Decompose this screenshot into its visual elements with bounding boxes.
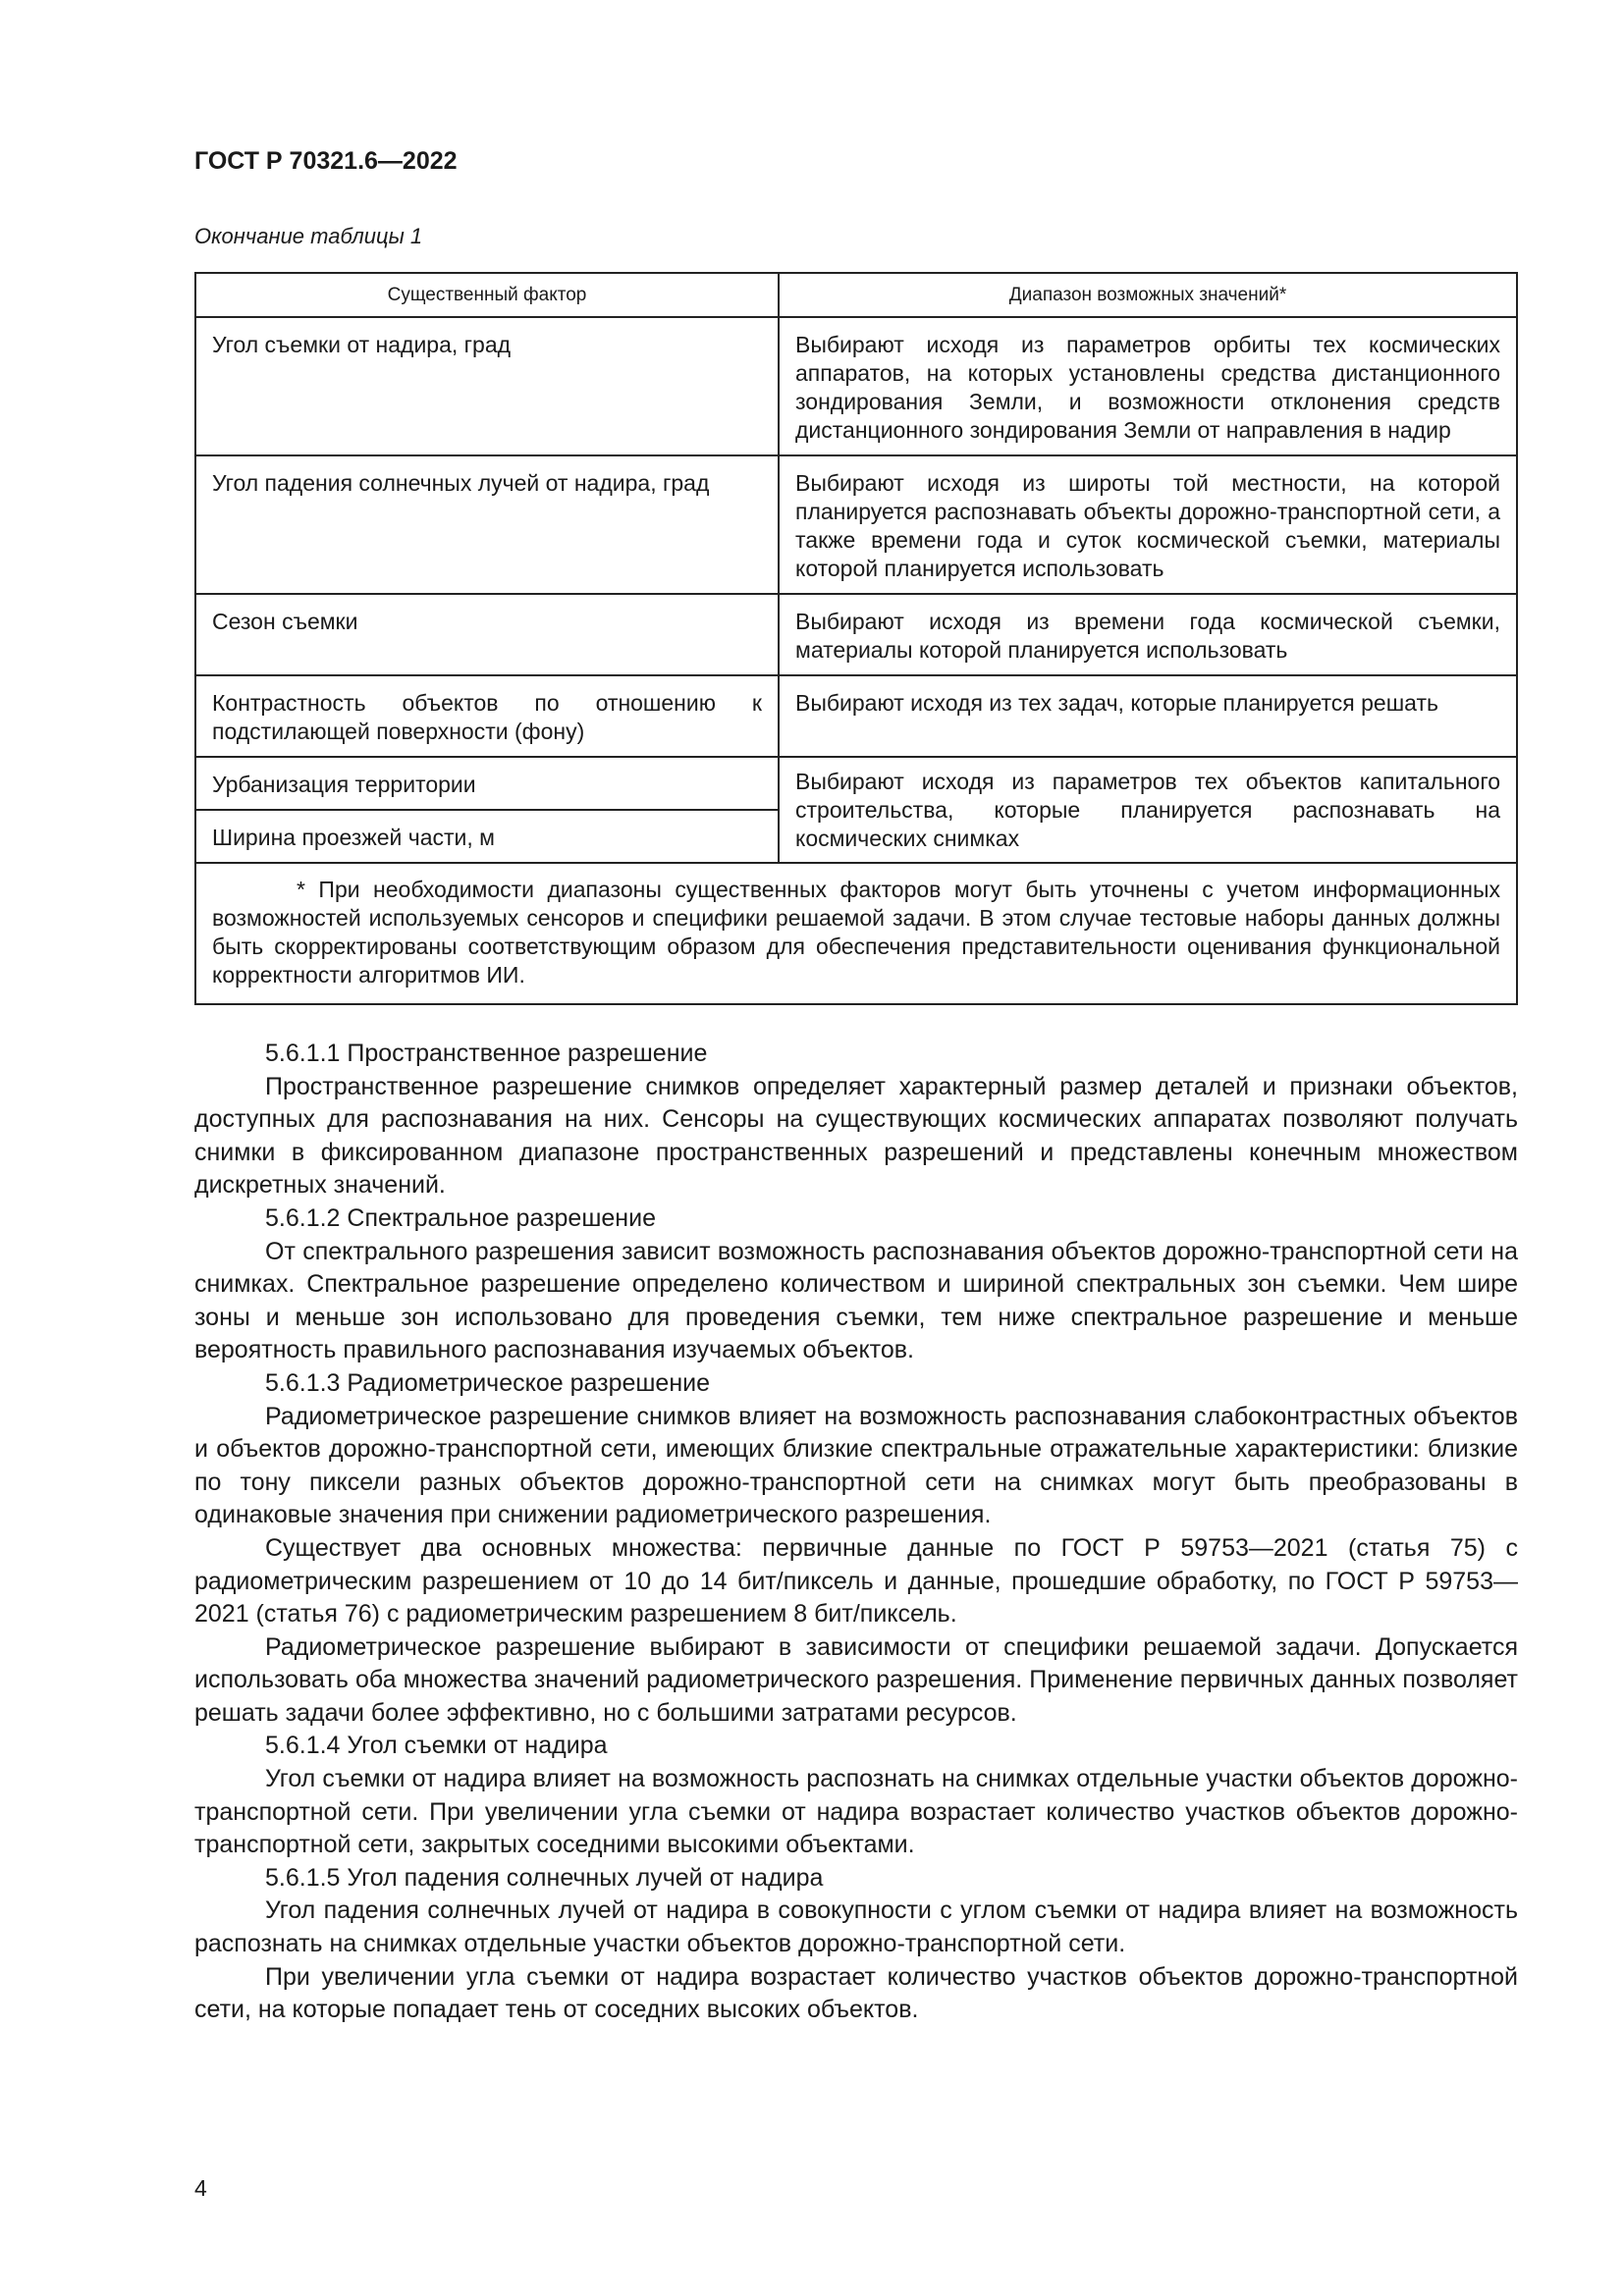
table-footnote: [195, 863, 1517, 1004]
paragraph: При увеличении угла съемки от надира возрастает количество участков объектов дорожно-транспортной сети, на которые попадает тень от соседних высоких объектов.: [194, 1962, 1518, 2024]
range-cell-merged: Выбирают исходя из параметров тех объектов капитального строительства, которые планируется распознавать на космических снимках: [779, 757, 1517, 863]
document-id-header: ГОСТ Р 70321.6—2022: [194, 147, 458, 175]
paragraph: От спектрального разрешения зависит возможность распознавания объектов дорожно-транспортной сети на снимках. Спектральное разрешение определено количеством и шириной спектральных зон съемки. Чем шире зоны и меньше зон использовано для проведения съемки, тем ниже спектральное разрешение и меньше вероятность правильного распознавания изучаемых объектов.: [194, 1237, 1518, 1364]
body-text: [194, 1038, 1518, 2027]
factor-cell: Угол съемки от надира, град: [195, 317, 779, 455]
range-cell: Выбирают исходя из тех задач, которые планируется решать: [779, 675, 1517, 757]
paragraph: Пространственное разрешение снимков определяет характерный размер деталей и признаки объектов, доступных для распознавания на них. Сенсоры на существующих космических аппаратах позволяют получать снимки в фиксированном диапазоне пространственных разрешений и представлены конечным множеством дискретных значений.: [194, 1072, 1518, 1200]
factor-cell: Ширина проезжей части, м: [195, 810, 779, 863]
table-row: [195, 317, 1517, 455]
page-number: 4: [194, 2175, 207, 2201]
range-cell: Выбирают исходя из параметров орбиты тех космических аппаратов, на которых установлены средства дистанционного зондирования Земли, и возможности отклонения средств дистанционного зондирования Земли от направления в надир: [779, 317, 1517, 455]
paragraph: Существует два основных множества: первичные данные по ГОСТ Р 59753—2021 (статья 75) с радиометрическим разрешением от 10 до 14 бит/пиксель и данные, прошедшие обработку, по ГОСТ Р 59753—2021 (статья 76) с радиометрическим разрешением 8 бит/пиксель.: [194, 1533, 1518, 1629]
section-heading: 5.6.1.3 Радиометрическое разрешение: [265, 1368, 711, 1397]
table-row: [195, 594, 1517, 675]
section-heading: 5.6.1.1 Пространственное разрешение: [265, 1040, 708, 1067]
column-header-factor: Существенный фактор: [195, 273, 779, 317]
table-header-row: [195, 273, 1517, 317]
factor-cell: Контрастность объектов по отношению к подстилающей поверхности (фону): [195, 675, 779, 757]
paragraph: Угол съемки от надира влияет на возможность распознать на снимках отдельные участки объектов дорожно-транспортной сети. При увеличении угла съемки от надира возрастает количество участков объектов дорожно-транспортной сети, закрытых соседними высокими объектами.: [194, 1765, 1518, 1859]
table-footnote-text: * При необходимости диапазоны существенных факторов могут быть уточнены с учетом информационных возможностей используемых сенсоров и специфики решаемой задачи. В этом случае тестовые наборы данных должны быть скорректированы соответствующим образом для обеспечения представительности оценивания функциональной корректности алгоритмов ИИ.: [212, 877, 1500, 988]
table-footnote-row: [195, 863, 1517, 1004]
paragraph: Угол падения солнечных лучей от надира в совокупности с углом съемки от надира влияет на возможность распознать на снимках отдельные участки объектов дорожно-транспортной сети.: [194, 1896, 1518, 1958]
table-caption: Окончание таблицы 1: [194, 224, 423, 248]
paragraph: Радиометрическое разрешение выбирают в зависимости от специфики решаемой задачи. Допускается использовать оба множества значений радиометрического разрешения. Применение первичных данных позволяет решать задачи более эффективно, но с большими затратами ресурсов.: [194, 1632, 1518, 1727]
section-heading: 5.6.1.5 Угол падения солнечных лучей от надира: [265, 1863, 824, 1892]
column-header-range: Диапазон возможных значений*: [779, 273, 1517, 317]
range-cell: Выбирают исходя из широты той местности, на которой планируется распознавать объекты дорожно-транспортной сети, а также времени года и суток космической съемки, материалы которой планируется использовать: [779, 455, 1517, 594]
paragraph: Радиометрическое разрешение снимков влияет на возможность распознавания слабоконтрастных объектов и объектов дорожно-транспортной сети, имеющих близкие спектральные отражательные характеристики: близкие по тону пиксели разных объектов дорожно-транспортной сети на снимках могут быть преобразованы в одинаковые значения при снижении радиометрического разрешения.: [194, 1402, 1518, 1529]
table-row: [195, 675, 1517, 757]
factor-cell: Урбанизация территории: [195, 757, 779, 810]
factor-cell: Сезон съемки: [195, 594, 779, 675]
factor-cell: Угол падения солнечных лучей от надира, град: [195, 455, 779, 594]
section-heading: 5.6.1.4 Угол съемки от надира: [265, 1732, 608, 1760]
section-heading: 5.6.1.2 Спектральное разрешение: [265, 1203, 656, 1232]
table-row: [195, 455, 1517, 594]
range-cell: Выбирают исходя из времени года космической съемки, материалы которой планируется использовать: [779, 594, 1517, 675]
table-row: [195, 757, 1517, 810]
factors-table: [194, 272, 1518, 1005]
